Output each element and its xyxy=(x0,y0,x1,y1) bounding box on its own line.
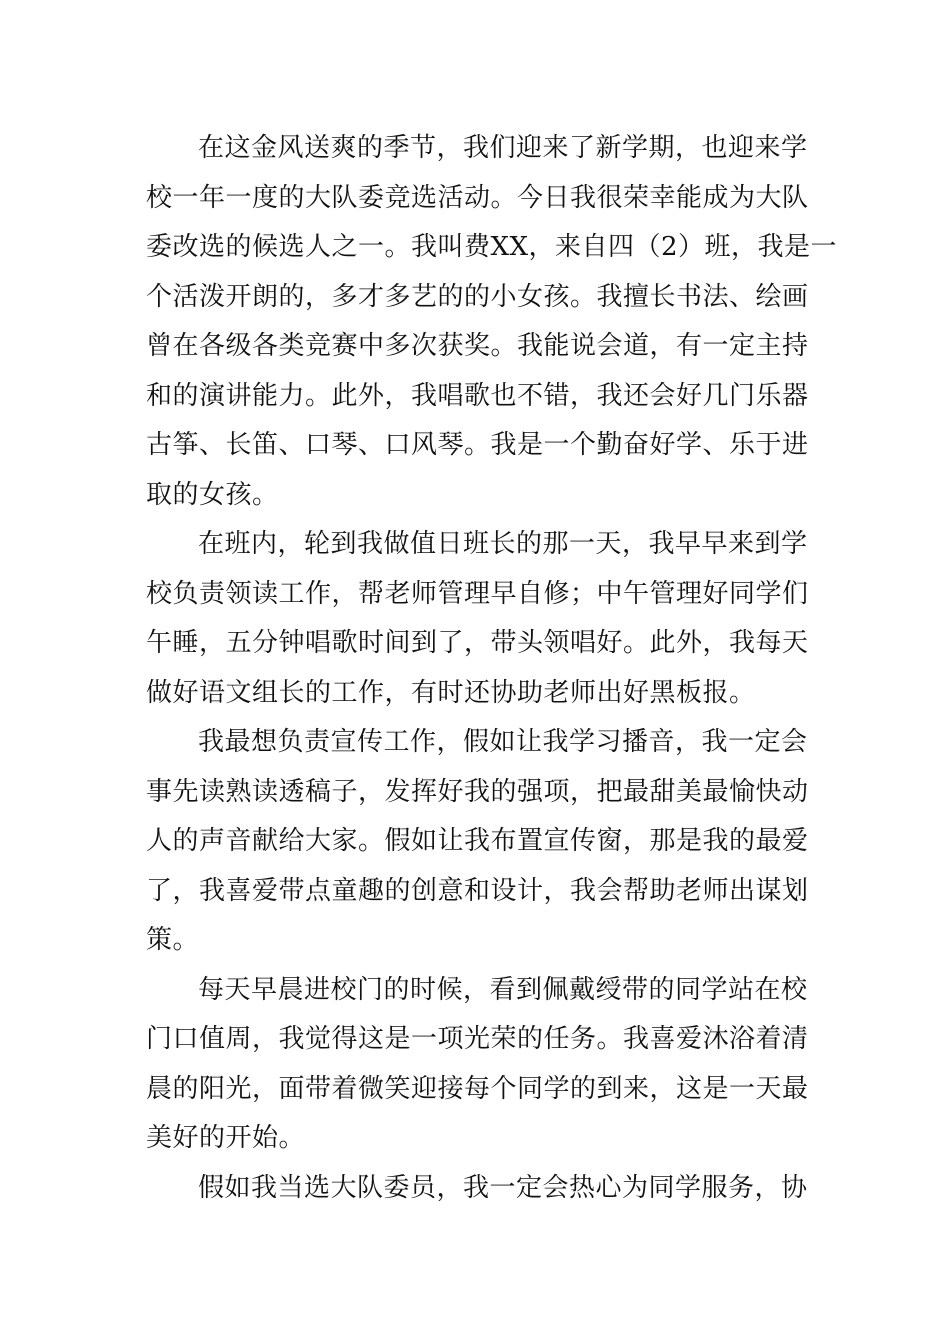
text-line: 在这金风送爽的季节，我们迎来了新学期，也迎来学 xyxy=(198,133,808,163)
document-body xyxy=(146,124,838,1213)
text-line: 假如我当选大队委员，我一定会热心为同学服务，协 xyxy=(198,1172,808,1203)
paragraph-2 xyxy=(146,520,809,718)
text-line: 门口值周，我觉得这是一项光荣的任务。我喜爱沐浴着清 xyxy=(146,1024,809,1054)
text-line: 校一年一度的大队委竞选活动。今日我很荣幸能成为大队 xyxy=(146,182,809,213)
text-line: 在班内，轮到我做值日班长的那一天，我早早来到学 xyxy=(198,529,808,559)
paragraph-3 xyxy=(146,718,809,966)
text-line: 委改选的候选人之一。我叫费XX，来自四（2）班，我是一 xyxy=(146,232,838,262)
text-line: 校负责领读工作，帮老师管理早自修；中午管理好同学们 xyxy=(146,578,809,609)
text-line: 午睡，五分钟唱歌时间到了，带头领唱好。此外，我每天 xyxy=(146,628,809,658)
text-line: 我最想负责宣传工作，假如让我学习播音，我一定会 xyxy=(198,727,808,757)
text-line: 人的声音献给大家。假如让我布置宣传窗，那是我的最爱 xyxy=(146,826,809,856)
paragraph-4 xyxy=(146,966,809,1164)
text-line: 每天早晨进校门的时候，看到佩戴绶带的同学站在校 xyxy=(198,974,808,1005)
text-line: 个活泼开朗的，多才多艺的的小女孩。我擅长书法、绘画 xyxy=(146,281,809,312)
text-line: 和的演讲能力。此外，我唱歌也不错，我还会好几门乐器 xyxy=(146,380,809,411)
text-line: 晨的阳光，面带着微笑迎接每个同学的到来，这是一天最 xyxy=(146,1073,809,1104)
text-line: 曾在各级各类竞赛中多次获奖。我能说会道，有一定主持 xyxy=(146,331,809,361)
text-line: 策。 xyxy=(146,925,200,955)
paragraph-1 xyxy=(146,124,838,520)
text-line: 美好的开始。 xyxy=(146,1123,306,1153)
paragraph-5 xyxy=(146,1164,806,1214)
text-line: 做好语文组长的工作，有时还协助老师出好黑板报。 xyxy=(146,677,756,708)
text-line: 取的女孩。 xyxy=(146,479,279,510)
text-line: 事先读熟读透稿子，发挥好我的强项，把最甜美最愉快动 xyxy=(146,776,809,807)
text-line: 古筝、长笛、口琴、口风琴。我是一个勤奋好学、乐于进 xyxy=(146,430,809,460)
text-line: 了，我喜爱带点童趣的创意和设计，我会帮助老师出谋划 xyxy=(146,875,809,906)
